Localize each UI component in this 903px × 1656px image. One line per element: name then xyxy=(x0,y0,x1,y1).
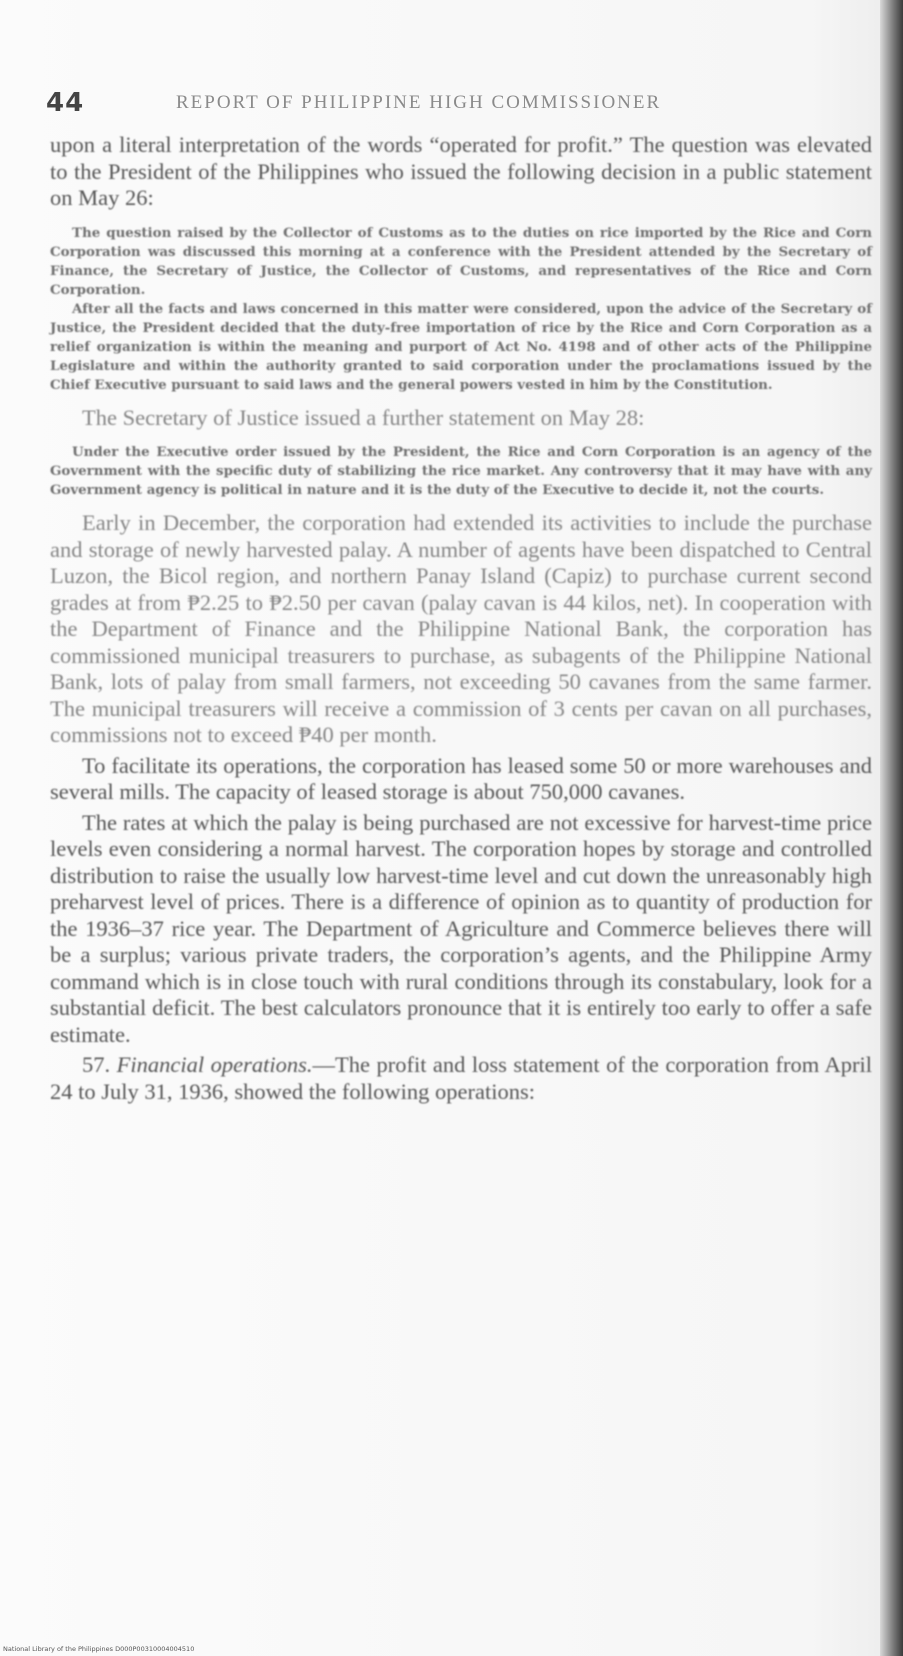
quote-secretary: Under the Executive order issued by the President, the Rice and Corn Corporation is an agency of the Government with the specific duty of stabilizing the rice market. Any controversy that it may have with any Government agency is political in nature and it is the duty of the Executive to decide it, not the courts. xyxy=(50,444,872,498)
section-heading: Financial operations. xyxy=(116,1052,313,1077)
section-text: —The profit and loss statement of the corporation from April 24 to July 31, 1936, showed the following operations: xyxy=(50,1052,873,1104)
page-content xyxy=(50,132,872,1105)
page-header xyxy=(46,88,866,128)
paragraph-warehouses: To facilitate its operations, the corporation has leased some 50 or more warehouses and several mills. The capacity of leased storage is about 750,000 cavanes. xyxy=(50,752,872,804)
scan-footer: National Library of the Philippines D000P00310004004510 xyxy=(3,1645,195,1653)
running-head: REPORT OF PHILIPPINE HIGH COMMISSIONER xyxy=(176,92,662,113)
paragraph-purchase-rates: The rates at which the palay is being purchased are not excessive for harvest-time price levels even considering a normal harvest. The corporation hopes by storage and controlled distribution to raise the usually low harvest-time level and cut down the unreasonably high preharvest level of prices. There is a difference of opinion as to quantity of production for the 1936–37 rice year. The Department of Agriculture and Commerce believes there will be a surplus; various private traders, the corporation’s agents, and the Philippine Army command which is in close touch with rural conditions through its constabulary, look for a substantial deficit. The best calculators pronounce that it is entirely too early to offer a safe estimate. xyxy=(50,809,872,1047)
paragraph-intro: upon a literal interpretation of the words “operated for profit.” The question was elevated to the President of the Philippines who issued the following decision in a public statement on May 26: xyxy=(50,132,872,210)
paragraph-financial-operations xyxy=(50,1052,872,1105)
paragraph-secretary-statement: The Secretary of Justice issued a further statement on May 28: xyxy=(82,404,645,430)
paragraph-december-activities: Early in December, the corporation had extended its activities to include the purchase and storage of newly harvested palay. A number of agents have been dispatched to Central Luzon, the Bicol region, and northern Panay Island (Capiz) to purchase current second grades at from ₱2.25 to ₱2.50 per cavan (palay cavan is 44 kilos, net). In cooperation with the Department of Finance and the Philippine National Bank, the corporation has commissioned municipal treasurers to purchase, as subagents of the Philippine National Bank, lots of palay from small farmers, not exceeding 50 cavanes from the same farmer. The municipal treasurers will receive a commission of 3 cents per cavan on all purchases, commissions not to exceed ₱40 per month. xyxy=(50,510,872,747)
page-number: 44 xyxy=(46,88,85,118)
quote-decision-1: The question raised by the Collector of Customs as to the duties on rice imported by the Rice and Corn Corporation was discussed this morning at a conference with the President attended by the Secretary of Finance, the Secretary of Justice, the Collector of Customs, and representatives of the Rice and Corn Corporation. xyxy=(50,224,872,298)
quote-decision-2: After all the facts and laws concerned in this matter were considered, upon the advice of the Secretary of Justice, the President decided that the duty-free importation of rice by the Rice and Corn Corporation as a relief organization is within the meaning and purport of Act No. 4198 and of other acts of the Philippine Legislature and within the authority granted to said corporation under the proclamations issued by the Chief Executive pursuant to said laws and the general powers vested in him by the Constitution. xyxy=(50,300,872,393)
section-number: 57. xyxy=(82,1052,111,1077)
page-edge-shadow xyxy=(880,0,903,1656)
